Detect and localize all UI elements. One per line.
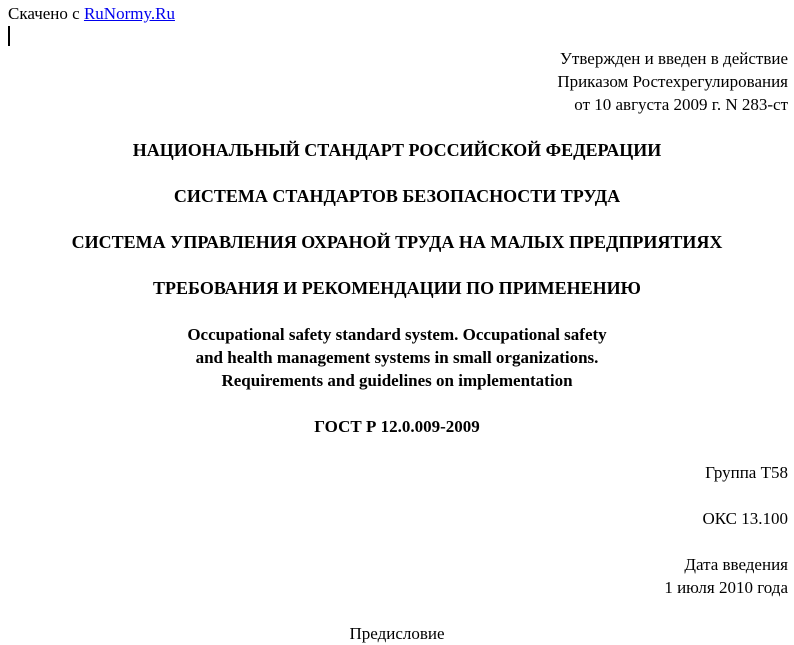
english-title-line-3: Requirements and guidelines on implementation: [221, 371, 573, 390]
approval-line-2: Приказом Ростехрегулирования: [557, 72, 788, 91]
national-standard-title: НАЦИОНАЛЬНЫЙ СТАНДАРТ РОССИЙСКОЙ ФЕДЕРАЦИИ: [132, 140, 662, 160]
english-title-line-2: and health management systems in small organizations.: [195, 348, 599, 367]
runormy-link[interactable]: RuNormy.Ru: [83, 4, 175, 23]
system-title: СИСТЕМА СТАНДАРТОВ БЕЗОПАСНОСТИ ТРУДА: [173, 186, 621, 206]
requirements-title: ТРЕБОВАНИЯ И РЕКОМЕНДАЦИИ ПО ПРИМЕНЕНИЮ: [153, 278, 641, 298]
english-title: [0, 323, 794, 392]
group-label: Группа Т58: [705, 463, 788, 482]
gost-number: ГОСТ Р 12.0.009-2009: [314, 417, 480, 436]
english-title-line-1: Occupational safety standard system. Occupational safety: [187, 325, 607, 344]
introduction-date-label: Дата введения: [684, 555, 788, 574]
introduction-date-value: 1 июля 2010 года: [664, 578, 788, 597]
management-title: СИСТЕМА УПРАВЛЕНИЯ ОХРАНОЙ ТРУДА НА МАЛЫХ ПРЕДПРИЯТИЯХ: [71, 232, 723, 252]
approval-line-1: Утвержден и введен в действие: [559, 49, 788, 68]
oks-label: ОКС 13.100: [702, 509, 788, 528]
introduction-date-block: [664, 553, 788, 599]
foreword-heading: Предисловие: [349, 624, 445, 643]
text-cursor: [8, 26, 10, 46]
downloaded-prefix: Скачено с: [8, 4, 80, 23]
approval-block: [557, 47, 788, 116]
approval-line-3: от 10 августа 2009 г. N 283-ст: [574, 95, 788, 114]
source-line: [8, 2, 175, 25]
